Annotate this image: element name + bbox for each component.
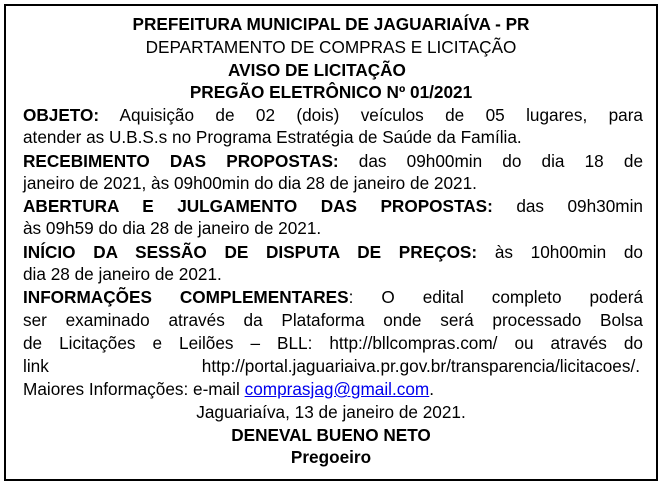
- informacoes-line-1: INFORMAÇÕES COMPLEMENTARES: O edital completo poderá: [23, 287, 644, 307]
- informacoes-label: INFORMAÇÕES COMPLEMENTARES: [23, 287, 349, 307]
- email-link[interactable]: comprasjag@gmail.com: [244, 379, 430, 399]
- inicio-line-1: INÍCIO DA SESSÃO DE DISPUTA DE PREÇOS: às 10h00min do: [23, 242, 643, 262]
- objeto-line-2: atender as U.B.S.s no Programa Estratégia de Saúde da Família.: [23, 127, 522, 147]
- signer-name: DENEVAL BUENO NETO: [231, 425, 431, 445]
- recebimento-line-2: janeiro de 2021, às 09h00min do dia 28 de janeiro de 2021.: [23, 173, 477, 193]
- licitation-notice: [4, 4, 658, 481]
- inicio-line-2: dia 28 de janeiro de 2021.: [23, 264, 222, 284]
- portal-link-text: http://portal.jaguariaiva.pr.gov.br/transparencia/licitacoes/.: [201, 356, 640, 376]
- informacoes-line-5: Maiores Informações: e-mail comprasjag@gmail.com.: [23, 379, 434, 399]
- signer-role: Pregoeiro: [290, 447, 372, 467]
- objeto-line-1: OBJETO: Aquisição de 02 (dois) veículos de 05 lugares, para: [23, 105, 643, 125]
- objeto-label: OBJETO:: [23, 105, 100, 125]
- recebimento-line-1: RECEBIMENTO DAS PROPOSTAS: das 09h00min do dia 18 de: [23, 151, 643, 171]
- informacoes-line-3: de Licitações e Leilões – BLL: http://bllcompras.com/ ou através do: [23, 333, 643, 353]
- abertura-label: ABERTURA E JULGAMENTO DAS PROPOSTAS:: [23, 196, 493, 216]
- abertura-line-1: ABERTURA E JULGAMENTO DAS PROPOSTAS: das 09h30min: [23, 196, 643, 216]
- notice-title: AVISO DE LICITAÇÃO: [228, 60, 406, 80]
- recebimento-label: RECEBIMENTO DAS PROPOSTAS:: [23, 151, 339, 171]
- department-heading: DEPARTAMENTO DE COMPRAS E LICITAÇÃO: [145, 37, 517, 57]
- abertura-line-2: às 09h59 do dia 28 de janeiro de 2021.: [23, 218, 322, 238]
- inicio-label: INÍCIO DA SESSÃO DE DISPUTA DE PREÇOS:: [23, 242, 478, 262]
- municipality-heading: PREFEITURA MUNICIPAL DE JAGUARIAÍVA - PR: [132, 14, 530, 34]
- informacoes-line-4a: link: [23, 356, 49, 376]
- informacoes-line-2: ser examinado através da Plataforma onde será processado Bolsa: [23, 310, 643, 330]
- procedure-title: PREGÃO ELETRÔNICO Nº 01/2021: [189, 82, 473, 102]
- date-line: Jaguariaíva, 13 de janeiro de 2021.: [196, 402, 466, 422]
